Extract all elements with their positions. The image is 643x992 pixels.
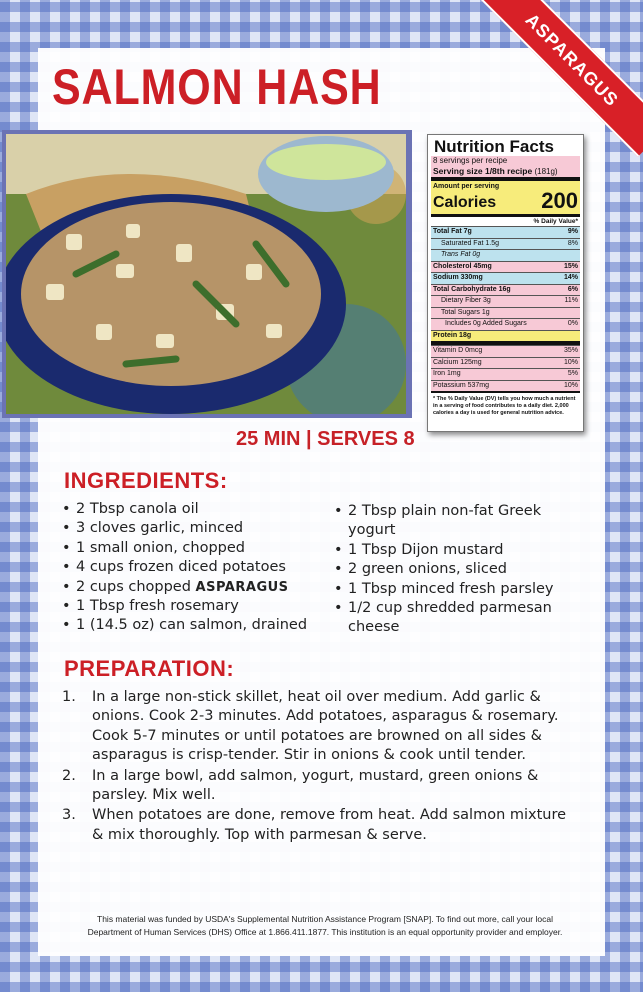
nutrient-row: Cholesterol 45mg 15% [431, 261, 580, 273]
nutrient-row: Total Carbohydrate 16g 6% [431, 284, 580, 296]
ingredients-heading: INGREDIENTS: [64, 468, 228, 493]
nutrient-row: Trans Fat 0g [431, 249, 580, 261]
step-text: In a large non-stick skillet, heat oil over medium. Add garlic & onions. Cook 2-3 minutes. Add potatoes, asparagus & rosemary. Cook 5-7 minutes or until potatoes are browned on all sides & asparagus is crisp-tender. Stir in onions & cook until tender. [92, 689, 559, 764]
servings-per-recipe: 8 servings per recipe [433, 156, 508, 165]
list-item: • 3 cloves garlic, minced [62, 519, 332, 538]
nutrient-row: Total Sugars 1g [431, 307, 580, 319]
list-item: • 2 Tbsp plain non-fat Greek yogurt [334, 502, 592, 541]
food-photo [6, 134, 406, 414]
daily-value-footnote: * The % Daily Value (DV) tells you how much a nutrient in a serving of food contributes to a daily diet. 2,000 calories a day is used for general nutrition advice. [433, 396, 576, 416]
list-item: • 1 Tbsp Dijon mustard [334, 541, 592, 560]
list-item: • 2 green onions, sliced [334, 560, 592, 579]
nutrient-rows-chol [431, 261, 580, 273]
list-item: • 4 cups frozen diced potatoes [62, 558, 332, 577]
ingredient-text: 2 cups chopped [76, 578, 191, 595]
list-item: • 1 Tbsp minced fresh parsley [334, 580, 592, 599]
preparation-steps [60, 688, 580, 846]
serving-size-label: Serving size 1/8th recipe [433, 166, 533, 176]
list-item [62, 578, 332, 597]
nutrient-row: Dietary Fiber 3g 11% [431, 295, 580, 307]
nutrient-row: Sodium 330mg 14% [431, 272, 580, 284]
list-item: • 1 (14.5 oz) can salmon, drained [62, 616, 332, 635]
nutrient-row: Includes 0g Added Sugars 0% [431, 318, 580, 330]
calories-label: Calories [433, 194, 497, 211]
food-photo-frame [2, 130, 412, 418]
nutrient-row: Potassium 537mg 10% [431, 380, 580, 392]
serving-size-value: (181g) [534, 167, 558, 176]
list-item: • 1/2 cup shredded parmesan cheese [334, 599, 592, 638]
time-and-servings: 25 MIN | SERVES 8 [236, 428, 415, 450]
nutrient-rows-fat [431, 226, 580, 261]
ingredients-list-right [334, 502, 592, 638]
calories-block [431, 181, 580, 214]
amount-per-serving: Amount per serving [433, 183, 500, 190]
nutrient-row: Saturated Fat 1.5g 8% [431, 238, 580, 250]
step-text: When potatoes are done, remove from heat. Add salmon mixture & mix thoroughly. Top with parmesan & serve. [92, 807, 567, 843]
list-item [60, 767, 580, 806]
nutrient-rows-protein [431, 330, 580, 342]
step-text: In a large bowl, add salmon, yogurt, mustard, green onions & parsley. Mix well. [92, 767, 539, 804]
nutrition-facts-panel [427, 134, 584, 432]
list-item [60, 806, 580, 845]
nutrient-rows-carb [431, 284, 580, 330]
asparagus-highlight: ASPARAGUS [195, 579, 289, 595]
category-banner: ASPARAGUS [475, 0, 643, 157]
list-item: • 1 small onion, chopped [62, 539, 332, 558]
nutrition-serving-block [431, 156, 580, 177]
step-number: 2. [62, 767, 76, 784]
nutrient-row: Total Fat 7g 9% [431, 226, 580, 238]
daily-value-header: % Daily Value* [431, 214, 580, 226]
list-item: • 1 Tbsp fresh rosemary [62, 597, 332, 616]
preparation-heading: PREPARATION: [64, 656, 235, 681]
footer-line-1: This material was funded by USDA's Supplemental Nutrition Assistance Program [SNAP]. To find out more, call your local [97, 914, 553, 924]
footer-line-2: Department of Human Services (DHS) Office at 1.866.411.1877. This institution is an equal opportunity provider and employer. [87, 927, 563, 937]
list-item [60, 688, 580, 766]
nutrition-title: Nutrition Facts [434, 137, 554, 156]
step-number: 1. [62, 689, 76, 705]
calories-value: 200 [541, 188, 578, 213]
funding-footer [70, 913, 580, 939]
nutrient-rows-sodium [431, 272, 580, 284]
nutrient-row: Iron 1mg 5% [431, 368, 580, 380]
serving-size [431, 166, 580, 177]
nutrient-row: Calcium 125mg 10% [431, 357, 580, 369]
nutrient-row: Vitamin D 0mcg 35% [431, 345, 580, 357]
nutrient-rows-vitamins [431, 345, 580, 391]
ingredients-list-left [62, 500, 332, 636]
step-number: 3. [62, 807, 76, 824]
nutrient-row: Protein 18g [431, 330, 580, 342]
list-item: • 2 Tbsp canola oil [62, 500, 332, 519]
recipe-title: SALMON HASH [52, 59, 382, 115]
